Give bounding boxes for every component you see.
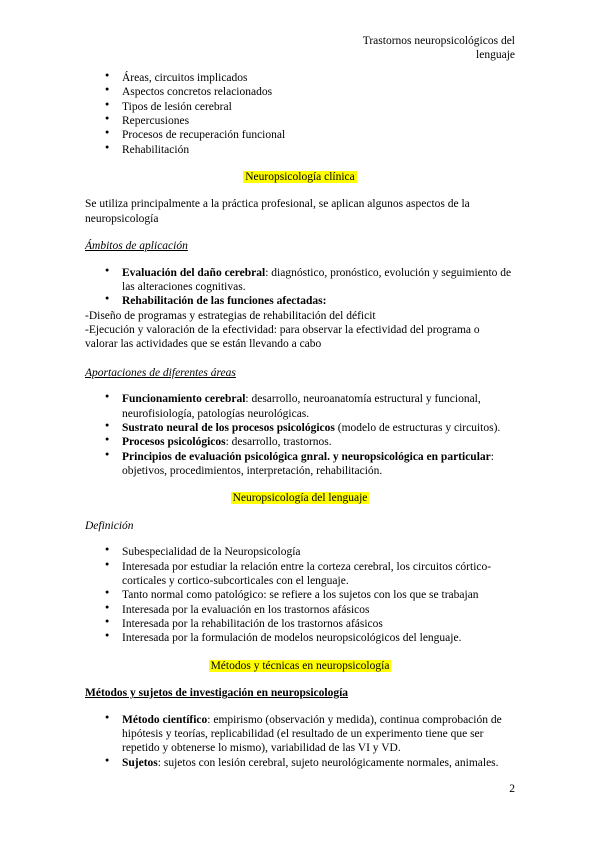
doc-header-title: Trastornos neuropsicológicos del lenguaje (362, 35, 515, 62)
section-title-neuropsicologia-del-lenguaje: Neuropsicología del lenguaje (232, 492, 368, 505)
heading-metodos-y-sujetos: Métodos y sujetos de investigación en neuropsicología (85, 687, 349, 700)
ambitos-bullet-list (85, 266, 515, 309)
list-item: ● Aspectos concretos relacionados (85, 85, 515, 99)
intro-paragraph: Se utiliza principalmente a la práctica profesional, se aplican algunos aspectos de la neuropsicología (85, 198, 470, 225)
bullet-rest-text: : empirismo (observación y medida), continua comprobación de hipótesis y teorías, replicabilidad (el resultado de un experimento tiene que ser repetido y obtenerse lo mismo), variabilidad de las VI y VD. (122, 713, 502, 755)
aportaciones-bullet-list (85, 392, 515, 478)
bullet-lead-bold: Rehabilitación de las funciones afectadas: (122, 295, 327, 308)
heading-definicion: Definición (85, 519, 134, 532)
intro-bullet-list (85, 71, 515, 157)
list-item (85, 435, 515, 449)
bullet-rest-text: (modelo de estructuras y circuitos). (334, 421, 501, 434)
list-item (85, 266, 515, 295)
section-title-metodos-y-tecnicas: Métodos y técnicas en neuropsicología (210, 659, 390, 672)
bullet-lead-bold: Procesos psicológicos (122, 436, 226, 449)
list-item: ● Tipos de lesión cerebral (85, 100, 515, 114)
list-item: ● Procesos de recuperación funcional (85, 128, 515, 142)
list-item: ● Áreas, circuitos implicados (85, 71, 515, 85)
list-item (85, 756, 515, 770)
metodos-bullet-list (85, 713, 515, 771)
definicion-bullet-list (85, 545, 515, 646)
list-item: ● Subespecialidad de la Neuropsicología (85, 545, 515, 559)
bullet-rest-text: : desarrollo, trastornos. (225, 436, 332, 449)
list-item: ● Tanto normal como patológico: se refiere a los sujetos con los que se trabajan (85, 588, 515, 602)
sub-note-line: -Ejecución y valoración de la efectividad: para observar la efectividad del programa o valorar las actividades que se están llevando a cabo (85, 324, 480, 351)
bullet-rest-text: : objetivos, procedimientos, interpretación, rehabilitación. (122, 450, 494, 477)
heading-ambitos-de-aplicacion: Ámbitos de aplicación (85, 240, 188, 253)
list-item: ● Interesada por la formulación de modelos neuropsicológicos del lenguaje. (85, 631, 515, 645)
list-item: ● Rehabilitación (85, 143, 515, 157)
bullet-rest-text: : sujetos con lesión cerebral, sujeto neurológicamente normales, animales. (157, 756, 499, 769)
page-number: 2 (509, 782, 515, 795)
bullet-rest-text: : desarrollo, neuroanatomía estructural y funcional, neurofisiología, patologías neurológicas. (122, 393, 481, 420)
bullet-rest-text: : diagnóstico, pronóstico, evolución y seguimiento de las alteraciones cognitivas. (122, 266, 512, 293)
heading-aportaciones-areas: Aportaciones de diferentes áreas (85, 366, 236, 379)
list-item: ● Interesada por la rehabilitación de los trastornos afásicos (85, 617, 515, 631)
section-title-neuropsicologia-clinica: Neuropsicología clínica (245, 171, 355, 183)
section-title-container (85, 659, 515, 673)
list-item (85, 392, 515, 421)
bullet-lead-bold: Método científico (122, 713, 208, 726)
list-item (85, 421, 515, 435)
list-item: ● Interesada por la evaluación en los trastornos afásicos (85, 603, 515, 617)
list-item (85, 294, 515, 308)
section-title-container (85, 170, 515, 184)
list-item: ● Interesada por estudiar la relación entre la corteza cerebral, los circuitos córtico-corticales y cortico-subcorticales con el lenguaje. (85, 560, 515, 589)
list-item (85, 713, 515, 756)
bullet-lead-bold: Funcionamiento cerebral (122, 393, 246, 406)
list-item: ● Repercusiones (85, 114, 515, 128)
section-title-container (85, 491, 515, 505)
list-item (85, 450, 515, 479)
bullet-lead-bold: Principios de evaluación psicológica gnral. y neuropsicológica en particular (122, 450, 491, 463)
bullet-lead-bold: Sustrato neural de los procesos psicológicos (122, 421, 335, 434)
sub-note-line: -Diseño de programas y estrategias de rehabilitación del déficit (85, 309, 376, 322)
bullet-lead-bold: Sujetos (122, 756, 158, 769)
bullet-lead-bold: Evaluación del daño cerebral (122, 266, 266, 279)
